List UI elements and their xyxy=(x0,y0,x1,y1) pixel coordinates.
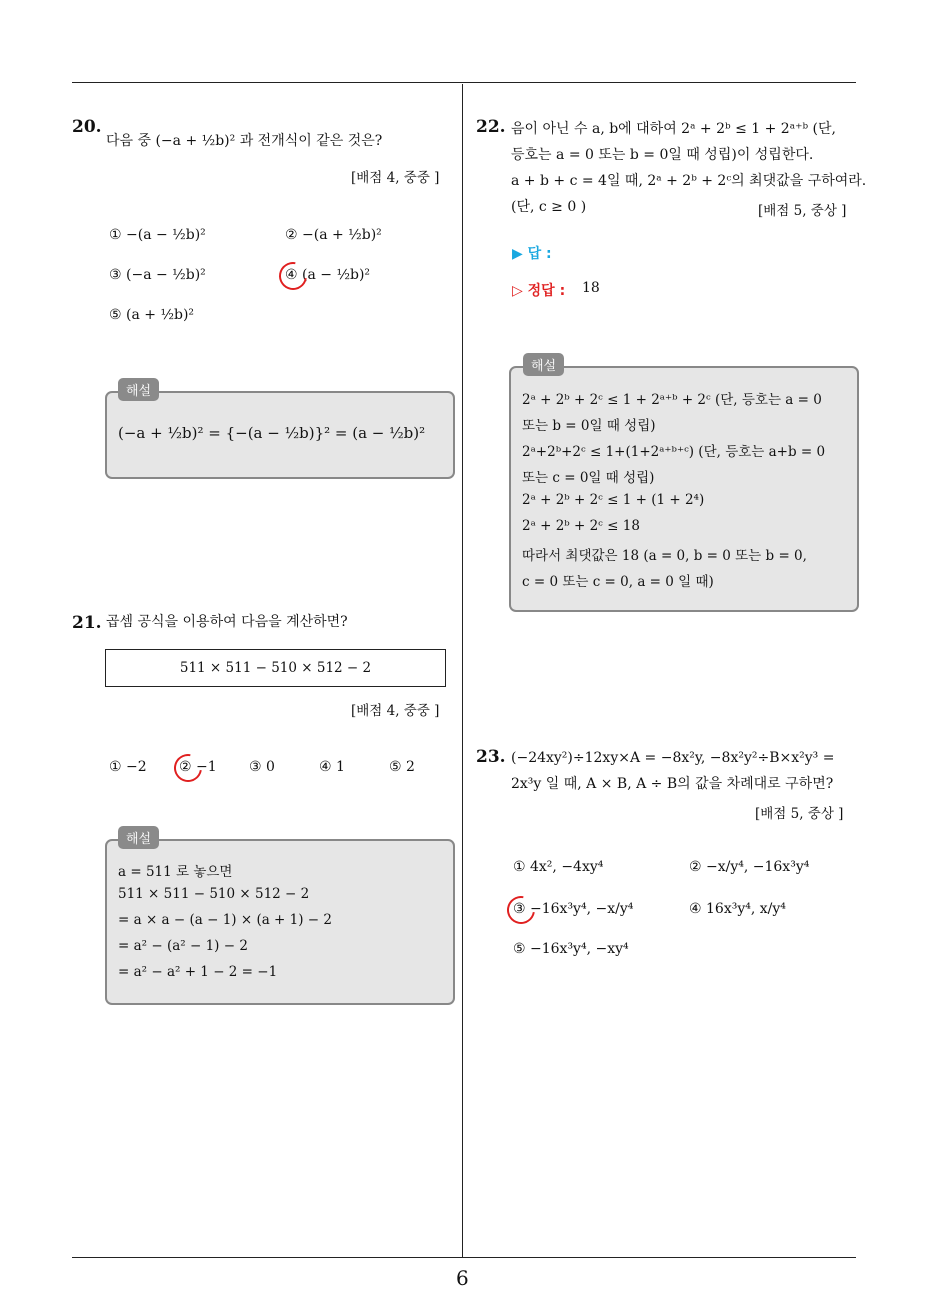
q22-meta: [배점 5, 중상 ] xyxy=(758,203,847,219)
q23-meta: [배점 5, 중상 ] xyxy=(755,806,844,822)
q21-choice-4[interactable]: ④ 1 xyxy=(319,759,345,775)
q21-explanation-line-2: 511 × 511 − 510 × 512 − 2 xyxy=(118,886,310,902)
q20-choice-5[interactable]: ⑤ (a + ½b)² xyxy=(109,307,195,323)
q21-explanation-tag: 해설 xyxy=(118,826,159,849)
q22-explanation-line-7: 따라서 최댓값은 18 (a = 0, b = 0 또는 b = 0, xyxy=(522,548,807,564)
q21-prompt: 곱셈 공식을 이용하여 다음을 계산하면? xyxy=(106,614,348,630)
q20-choice-3[interactable]: ③ (−a − ½b)² xyxy=(109,267,206,283)
q21-explanation-line-4: = a² − (a² − 1) − 2 xyxy=(118,938,248,954)
q22-correct-value: 18 xyxy=(582,280,600,296)
q23-prompt-line-2: 2x³y 일 때, A × B, A ÷ B의 값을 차례대로 구하면? xyxy=(511,776,834,792)
q22-explanation-line-2: 또는 b = 0일 때 성립) xyxy=(522,418,656,434)
q22-answer-label: ▶ 답 : xyxy=(512,246,552,262)
q20-choice-2[interactable]: ② −(a + ½b)² xyxy=(285,227,382,243)
q22-prompt-line-4: (단, c ≥ 0 ) xyxy=(511,199,587,215)
q21-meta: [배점 4, 중중 ] xyxy=(351,703,440,719)
q21-boxed-text: 511 × 511 − 510 × 512 − 2 xyxy=(179,660,372,676)
q22-prompt-line-1: 음이 아닌 수 a, b에 대하여 2ᵃ + 2ᵇ ≤ 1 + 2ᵃ⁺ᵇ (단, xyxy=(511,121,836,137)
q22-correct-label: ▷ 정답 : xyxy=(512,283,566,299)
q23-number: 23. xyxy=(476,747,506,767)
top-rule xyxy=(72,82,856,83)
q22-explanation-line-5: 2ᵃ + 2ᵇ + 2ᶜ ≤ 1 + (1 + 2⁴) xyxy=(522,492,705,508)
column-divider xyxy=(462,84,463,1258)
q21-choice-3[interactable]: ③ 0 xyxy=(249,759,275,775)
q22-explanation-line-1: 2ᵃ + 2ᵇ + 2ᶜ ≤ 1 + 2ᵃ⁺ᵇ + 2ᶜ (단, 등호는 a = 0 xyxy=(522,392,822,408)
q20-explanation-tag: 해설 xyxy=(118,378,159,401)
q21-choice-1[interactable]: ① −2 xyxy=(109,759,147,775)
q21-boxed-expression xyxy=(105,649,446,687)
q21-choice-5[interactable]: ⑤ 2 xyxy=(389,759,415,775)
q22-prompt-line-2: 등호는 a = 0 또는 b = 0일 때 성립)이 성립한다. xyxy=(511,147,814,163)
page-number: 6 xyxy=(456,1266,469,1290)
q22-explanation-line-3: 2ᵃ+2ᵇ+2ᶜ ≤ 1+(1+2ᵃ⁺ᵇ⁺ᶜ) (단, 등호는 a+b = 0 xyxy=(522,444,826,460)
q22-prompt-line-3: a + b + c = 4일 때, 2ᵃ + 2ᵇ + 2ᶜ의 최댓값을 구하여라. xyxy=(511,173,867,189)
q23-choice-3[interactable]: ③ −16x³y⁴, −x/y⁴ xyxy=(513,901,634,917)
q21-choice-2[interactable]: ② −1 xyxy=(179,759,217,775)
q23-choice-2[interactable]: ② −x/y⁴, −16x³y⁴ xyxy=(689,859,810,875)
q20-meta: [배점 4, 중중 ] xyxy=(351,170,440,186)
q21-explanation-line-3: = a × a − (a − 1) × (a + 1) − 2 xyxy=(118,912,332,928)
q23-choice-1[interactable]: ① 4x², −4xy⁴ xyxy=(513,859,604,875)
q20-choice-1[interactable]: ① −(a − ½b)² xyxy=(109,227,206,243)
q23-choice-5[interactable]: ⑤ −16x³y⁴, −xy⁴ xyxy=(513,941,629,957)
q22-explanation-line-6: 2ᵃ + 2ᵇ + 2ᶜ ≤ 18 xyxy=(522,518,640,534)
q22-explanation-line-4: 또는 c = 0일 때 성립) xyxy=(522,470,655,486)
q23-choice-4[interactable]: ④ 16x³y⁴, x/y⁴ xyxy=(689,901,786,917)
bottom-rule xyxy=(72,1257,856,1258)
q21-explanation-line-1: a = 511 로 놓으면 xyxy=(118,864,233,880)
q21-number: 21. xyxy=(72,613,102,633)
q22-number: 22. xyxy=(476,117,506,137)
q22-explanation-tag: 해설 xyxy=(523,353,564,376)
q20-explanation-line: (−a + ½b)² = {−(a − ½b)}² = (a − ½b)² xyxy=(118,424,426,442)
q20-choice-4[interactable]: ④ (a − ½b)² xyxy=(285,267,371,283)
q21-explanation-line-5: = a² − a² + 1 − 2 = −1 xyxy=(118,964,278,980)
q22-explanation-line-8: c = 0 또는 c = 0, a = 0 일 때) xyxy=(522,574,714,590)
q23-prompt-line-1: (−24xy²)÷12xy×A = −8x²y, −8x²y²÷B×x²y³ = xyxy=(511,750,835,766)
q20-prompt: 다음 중 (−a + ½b)² 과 전개식이 같은 것은? xyxy=(106,133,383,149)
q20-number: 20. xyxy=(72,117,102,137)
